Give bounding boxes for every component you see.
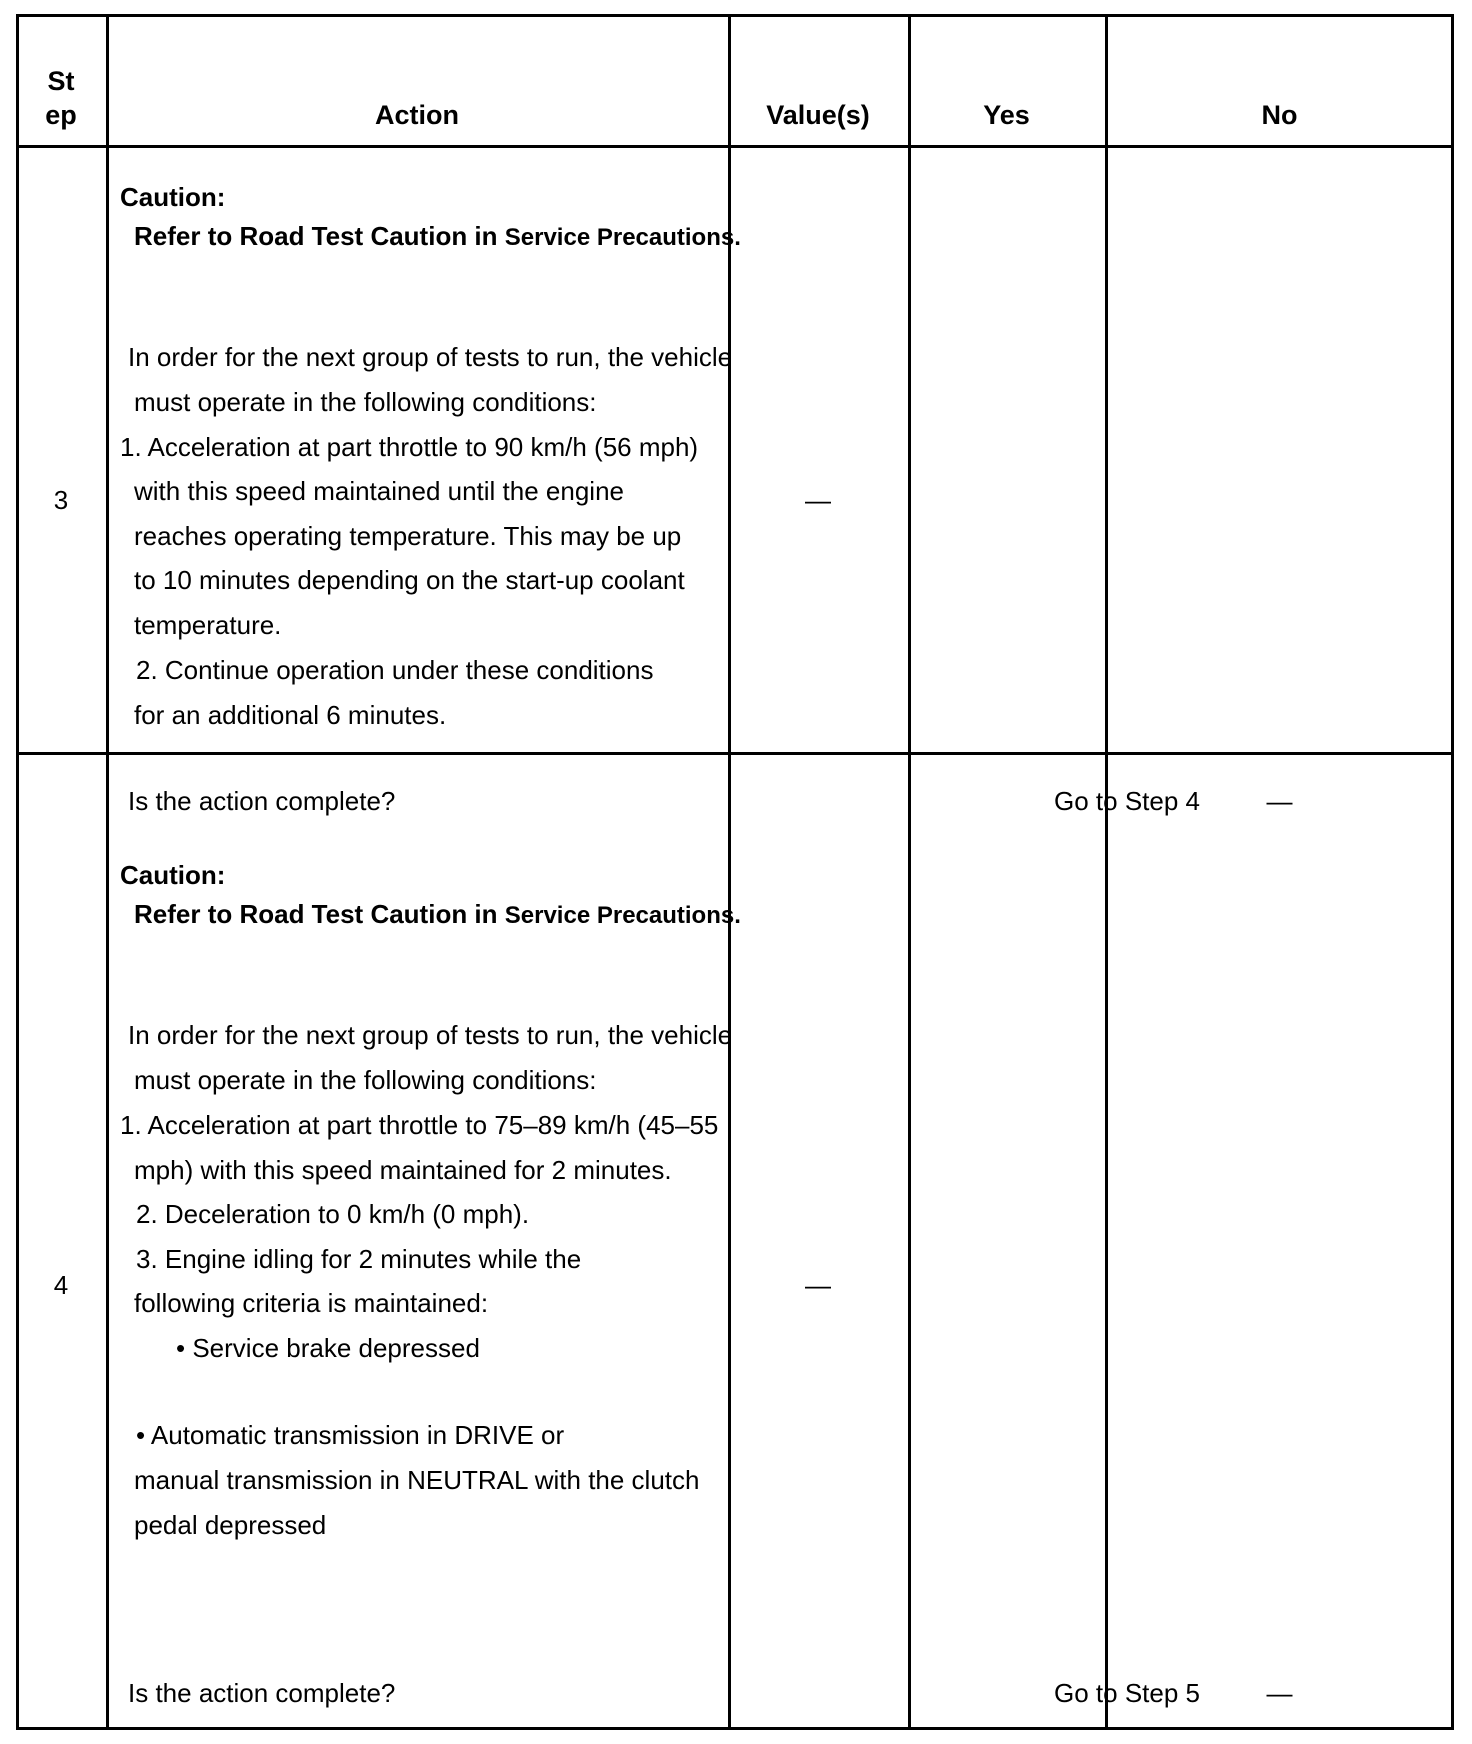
- step-number: 3: [53, 485, 69, 515]
- action-line: following criteria is maintained:: [134, 1288, 489, 1318]
- header-yes: Yes: [983, 100, 1030, 130]
- header-step-line1: St: [47, 66, 75, 96]
- header-step-line2: ep: [45, 100, 77, 130]
- action-line: • Service brake depressed: [176, 1333, 480, 1363]
- caution-text: [134, 221, 741, 253]
- action-question: Is the action complete?: [128, 1678, 396, 1708]
- action-line: for an additional 6 minutes.: [134, 700, 447, 730]
- action-line: mph) with this speed maintained for 2 minutes.: [134, 1155, 672, 1185]
- action-line: 2. Continue operation under these conditions: [136, 655, 654, 685]
- action-line: In order for the next group of tests to run, the vehicle: [128, 1020, 733, 1050]
- value-cell: —: [805, 1270, 831, 1300]
- action-line: • Automatic transmission in DRIVE or: [136, 1420, 565, 1450]
- action-line: must operate in the following conditions:: [134, 1065, 597, 1095]
- action-line: In order for the next group of tests to run, the vehicle: [128, 342, 733, 372]
- row-divider: [19, 752, 1451, 755]
- action-line: with this speed maintained until the engine: [134, 476, 624, 506]
- caution-text: [134, 899, 741, 931]
- caution-text-b: Service Precautions.: [504, 224, 741, 251]
- no-cell: —: [1266, 786, 1293, 816]
- column-divider: [1105, 17, 1108, 1727]
- action-line: manual transmission in NEUTRAL with the clutch: [134, 1465, 700, 1495]
- no-cell: —: [1266, 1678, 1293, 1708]
- action-question: Is the action complete?: [128, 786, 396, 816]
- column-divider: [728, 17, 731, 1727]
- action-line: reaches operating temperature. This may be up: [134, 521, 682, 551]
- action-line: 3. Engine idling for 2 minutes while the: [136, 1244, 582, 1274]
- step-number: 4: [53, 1270, 69, 1300]
- action-line: 1. Acceleration at part throttle to 90 km/h (56 mph): [120, 432, 699, 462]
- action-line: 1. Acceleration at part throttle to 75–89 km/h (45–55: [120, 1110, 719, 1140]
- row-divider: [19, 145, 1451, 148]
- action-line: 2. Deceleration to 0 km/h (0 mph).: [136, 1199, 530, 1229]
- action-line: to 10 minutes depending on the start-up coolant: [134, 565, 685, 595]
- caution-text-a: Refer to Road Test Caution in: [134, 221, 505, 251]
- action-line: temperature.: [134, 610, 282, 640]
- header-action: Action: [375, 100, 459, 130]
- column-divider: [908, 17, 911, 1727]
- caution-label: Caution:: [120, 182, 226, 212]
- caution-text-a: Refer to Road Test Caution in: [134, 899, 505, 929]
- action-line: pedal depressed: [134, 1510, 327, 1540]
- yes-cell: Go to Step 4: [1054, 786, 1200, 816]
- column-divider: [106, 17, 109, 1727]
- value-cell: —: [805, 485, 831, 515]
- action-line: must operate in the following conditions:: [134, 387, 597, 417]
- caution-label: Caution:: [120, 860, 226, 890]
- caution-text-b: Service Precautions.: [504, 902, 741, 929]
- yes-cell: Go to Step 5: [1054, 1678, 1200, 1708]
- header-values: Value(s): [766, 100, 870, 130]
- header-no: No: [1261, 100, 1298, 130]
